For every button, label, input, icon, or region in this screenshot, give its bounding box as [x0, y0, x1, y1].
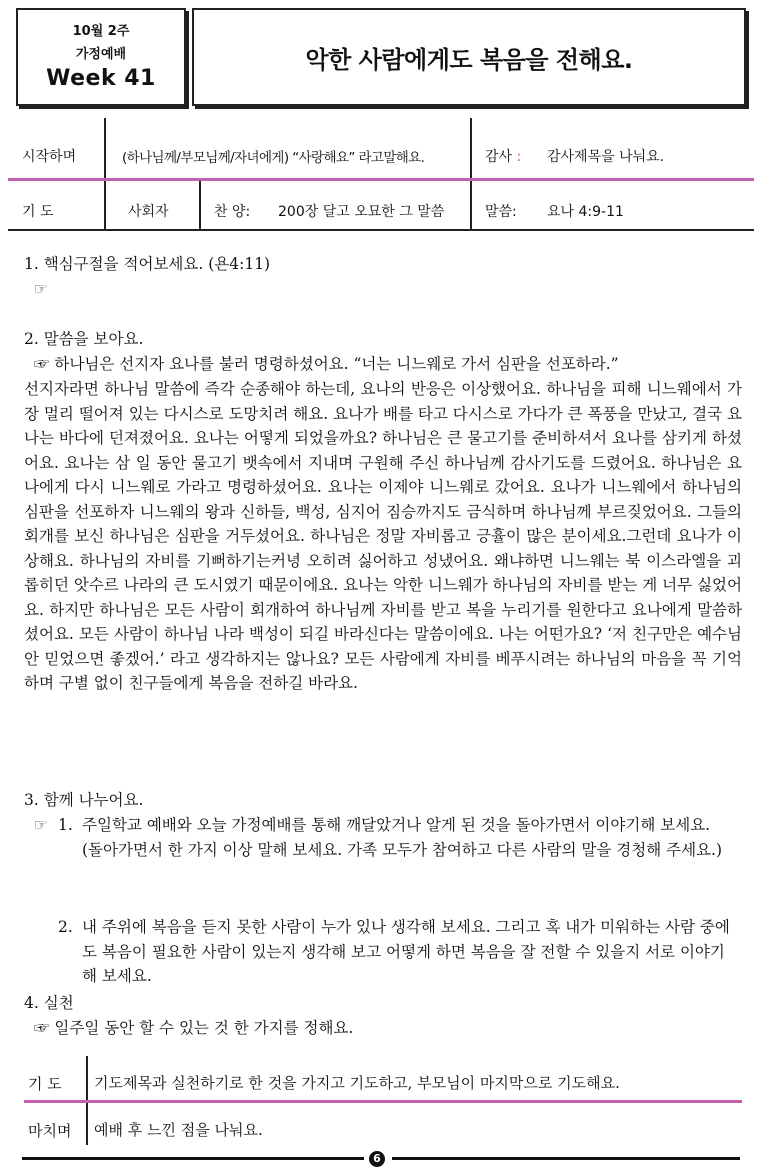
table-divider	[470, 181, 472, 229]
thanks-label: 감사 :	[485, 149, 522, 165]
question-2-text: 내 주위에 복음을 듣지 못한 사람이 누가 있나 생각해 보세요. 그리고 혹 내가 미워하는 사람 중에도 복음이 필요한 사람이 있는지 생각해 보고 어떻게 하면 복음을 잘 전할 수 있을지 서로 이야기해 보세요.	[82, 918, 730, 985]
word-text: 요나 4:9-11	[547, 204, 624, 220]
footer-line-left	[22, 1157, 364, 1160]
section-4-title: 4. 실천	[24, 994, 74, 1012]
category-label: 가정예배	[75, 47, 127, 62]
table-divider	[104, 181, 106, 229]
start-label: 시작하며	[22, 149, 77, 165]
section-4-text: ☞ 일주일 동안 할 수 있는 것 한 가지를 정해요.	[34, 1019, 354, 1037]
closing-divider	[86, 1056, 88, 1100]
table-divider	[199, 181, 201, 229]
date-label: 10월 2주	[72, 24, 130, 39]
pointer-icon: ☞	[34, 280, 48, 298]
accent-line	[8, 178, 754, 181]
table-divider	[104, 118, 106, 178]
section-2-first-line: ☞ 하나님은 선지자 요나를 불러 명령하셨어요. “너는 니느웨로 가서 심판을 선포하라.”	[34, 355, 619, 373]
section-2-body: 선지자라면 하나님 말씀에 즉각 순종해야 하는데, 요나의 반응은 이상했어요. 하나님을 피해 니느웨에서 가장 멀리 떨어져 있는 다시스로 도망치려 해요. 요나가 배를 타고 다시스로 가다가 큰 폭풍을 만났고, 결국 요나는 바다에 던져졌어요. 요나는 어떻게 되었을까요? 하나님은 큰 물고기를 준비하셔서 요나를 삼키게 하셨어요. 요나는 삼 일 동안 물고기 뱃속에서 지내며 구원해 주신 하나님께 감사기도를 드렸어요. 하나님은 요나에게 다시 니느웨로 가라고 명령하셨어요. 요나는 이제야 니느웨로 갔어요. 요나가 니느웨에서 하나님의 심판을 선포하자 니느웨의 왕과 신하들, 백성, 심지어 짐승까지도 금식하며 하나님께 부르짖었어요. 그들의 회개를 보신 하나님은 심판을 거두셨어요. 하나님은 정말 자비롭고 긍휼이 많은 분이세요.그런데 요나가 이상해요. 하나님의 자비를 기뻐하기는커녕 오히려 싫어하고 성냈어요. 왜냐하면 니느웨는 북 이스라엘을 괴롭히던 앗수르 나라의 큰 도시였기 때문이에요. 요나는 악한 니느웨가 하나님의 자비를 받는 게 너무 싫었어요. 하지만 하나님은 모든 사람이 회개하여 하나님께 자비를 받고 복을 누리기를 원한다고 요나에게 말씀하셨어요. 모든 사람이 하나님 나라 백성이 되길 바라신다는 말씀이에요. 나는 어떤가요? ‘저 친구만은 예수님 안 믿었으면 좋겠어.’ 라고 생각하지는 않나요? 모든 사람에게 자비를 베푸시려는 하나님의 마음을 꼭 기억하며 구별 없이 친구들에게 복음을 전하길 바라요.	[24, 380, 742, 692]
section-2-title: 2. 말씀을 보아요.	[24, 330, 144, 348]
hymn-text: 200장 달고 오묘한 그 말씀	[278, 204, 445, 220]
footer-line-right	[392, 1157, 740, 1160]
section-1-title: 1. 핵심구절을 적어보세요. (욘4:11)	[24, 255, 271, 273]
closing-accent-line	[24, 1100, 742, 1103]
prayer-label: 기 도	[22, 204, 54, 220]
page-title: 악한 사람에게도 복음을 전해요.	[305, 45, 633, 74]
week-label: Week 41	[46, 66, 156, 91]
section-3-title: 3. 함께 나누어요.	[24, 791, 144, 809]
closing-divider	[86, 1103, 88, 1145]
closing-prayer-label: 기 도	[28, 1075, 62, 1093]
table-bottom-line	[8, 229, 754, 231]
page-number: 6	[369, 1151, 385, 1167]
start-text: (하나님께/부모님께/자녀에게) “사랑해요” 라고말해요.	[122, 150, 425, 166]
closing-prayer-text: 기도제목과 실천하기로 한 것을 가지고 기도하고, 부모님이 마지막으로 기도해요.	[94, 1074, 620, 1092]
end-text: 예배 후 느낀 점을 나눠요.	[94, 1121, 263, 1139]
word-label: 말씀:	[485, 204, 517, 220]
end-label: 마치며	[28, 1122, 72, 1140]
question-1-text: 주일학교 예배와 오늘 가정예배를 통해 깨달았거나 알게 된 것을 돌아가면서 이야기해 보세요. (돌아가면서 한 가지 이상 말해 보세요. 가족 모두가 참여하고 다른 사람의 말을 경청해 주세요.)	[82, 816, 723, 859]
week-box	[16, 8, 186, 106]
table-divider	[470, 118, 472, 178]
question-2-number: 2.	[58, 918, 73, 936]
thanks-text: 감사제목을 나눠요.	[547, 149, 665, 165]
pointer-icon: ☞	[34, 816, 48, 834]
question-1-number: 1.	[58, 816, 73, 834]
hymn-label: 찬 양:	[214, 204, 251, 220]
leader-label: 사회자	[128, 204, 169, 220]
title-box	[192, 8, 746, 106]
